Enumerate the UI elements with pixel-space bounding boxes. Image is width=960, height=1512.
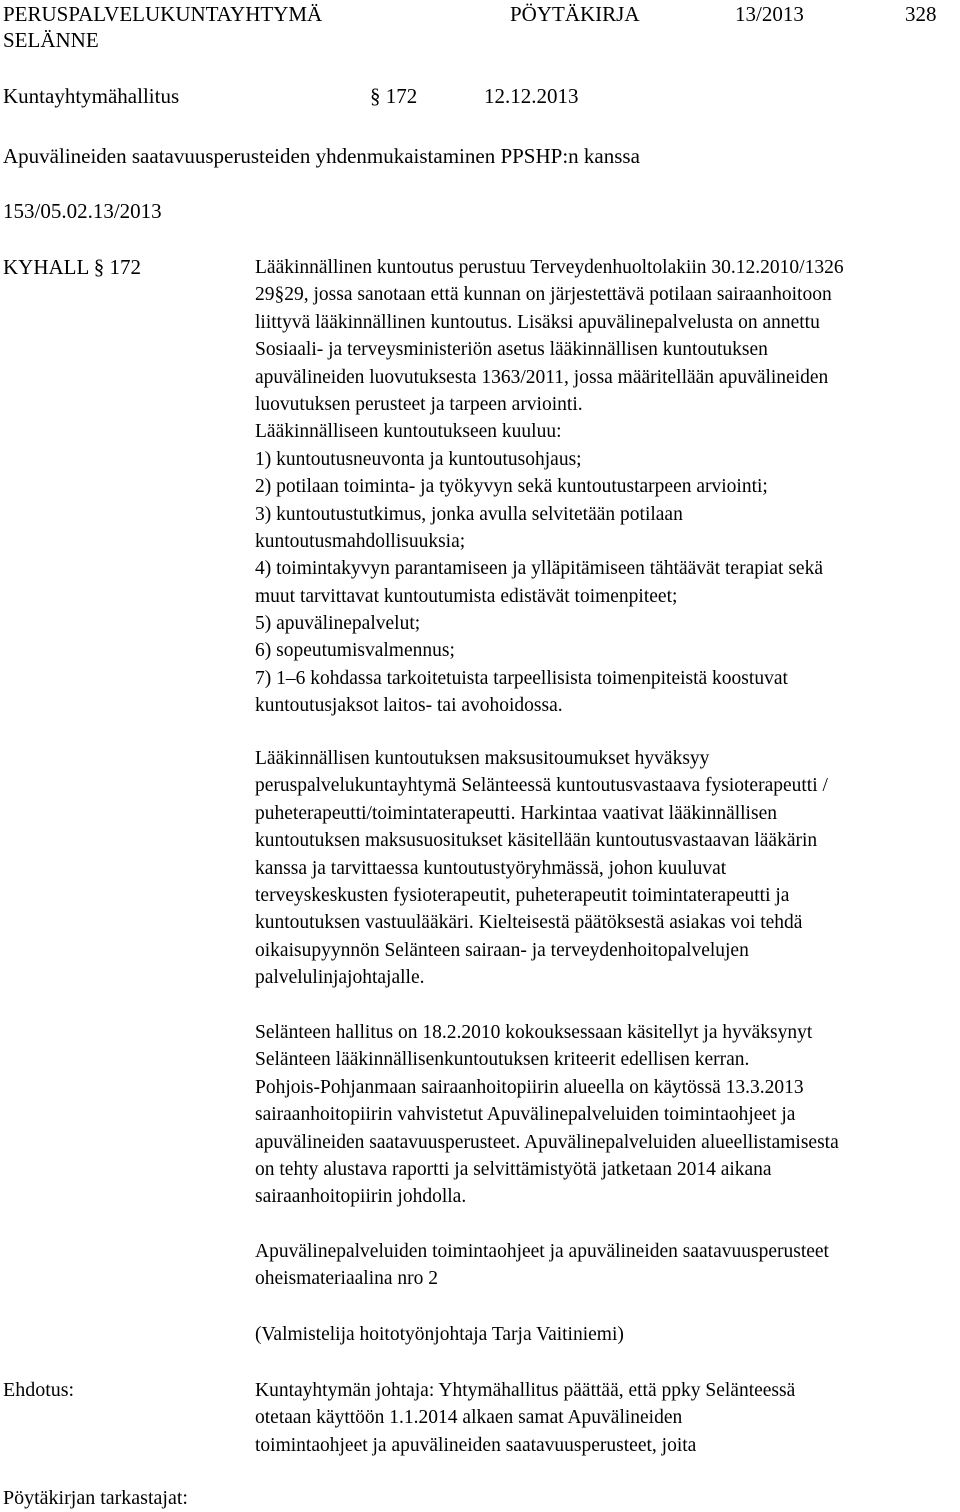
section-label: KYHALL § 172 (3, 255, 142, 279)
text-line: Lääkinnällinen kuntoutus perustuu Terveydenhuoltolakiin 30.12.2010/1326 (255, 257, 844, 278)
meeting-section-number: 172 (385, 84, 418, 108)
proposal-label: Ehdotus: (3, 1379, 75, 1401)
page-number: 328 (905, 2, 937, 26)
section-sign: § (93, 255, 105, 279)
text-line: toimintaohjeet ja apuvälineiden saatavuusperusteet, joita (255, 1434, 697, 1456)
text-line: terveyskeskusten fysioterapeutit, puheterapeutit toimintaterapeutti ja (255, 884, 790, 906)
organization-name-line1: PERUSPALVELUKUNTAYHTYMÄ (3, 2, 323, 26)
preparer-text: (Valmistelija hoitotyönjohtaja Tarja Vaitiniemi) (255, 1324, 624, 1345)
list-item: 3) kuntoutustutkimus, jonka avulla selvitetään potilaan (255, 503, 683, 525)
text-line: oheismateriaalina nro 2 (255, 1268, 439, 1290)
list-item: 2) potilaan toiminta- ja työkyvyn sekä kuntoutustarpeen arviointi; (255, 476, 768, 498)
text-line: Lääkinnällisen kuntoutuksen maksusitoumukset hyväksyy (255, 748, 710, 769)
text-line: Selänteen lääkinnällisenkuntoutuksen kriteerit edellisen kerran. (255, 1049, 750, 1071)
text-line: Sosiaali- ja terveysministeriön asetus lääkinnällisen kuntoutuksen (255, 339, 768, 361)
text-line: Lääkinnälliseen kuntoutukseen kuuluu: (255, 421, 562, 443)
list-item: 7) 1–6 kohdassa tarkoitetuista tarpeellisista toimenpiteistä koostuvat (255, 667, 788, 689)
inspectors-label: Pöytäkirjan tarkastajat: (3, 1487, 188, 1509)
document-type: PÖYTÄKIRJA (510, 2, 640, 26)
paragraph-attachment (255, 1238, 955, 1293)
organization-name-line2: SELÄNNE (3, 28, 99, 52)
text-line: Selänteen hallitus on 18.2.2010 kokouksessaan käsitellyt ja hyväksynyt (255, 1022, 813, 1043)
document-number: 13/2013 (735, 2, 804, 26)
paragraph-payment-commitments (255, 745, 955, 992)
text-line: Kuntayhtymän johtaja: Yhtymähallitus päättää, että ppky Selänteessä (255, 1380, 796, 1401)
text-line: peruspalvelukuntayhtymä Selänteessä kuntoutusvastaava fysioterapeutti / (255, 775, 828, 797)
text-line: kuntoutuksen maksusuositukset käsitellään kuntoutusvastaavan lääkärin (255, 830, 818, 852)
text-line: sairaanhoitopiirin vahvistetut Apuvälinepalveluiden toimintaohjeet ja (255, 1104, 796, 1126)
section-sign: § (370, 84, 386, 108)
text-line: otetaan käyttöön 1.1.2014 alkaen samat Apuvälineiden (255, 1407, 683, 1429)
text-line: kanssa ja tarvittaessa kuntoutustyöryhmässä, johon kuuluvat (255, 857, 727, 879)
text-line: sairaanhoitopiirin johdolla. (255, 1186, 467, 1208)
paragraph-board-decision (255, 1019, 955, 1211)
list-item: kuntoutusjaksot laitos- tai avohoidossa. (255, 695, 563, 717)
text-line: 29§29, jossa sanotaan että kunnan on järjestettävä potilaan sairaanhoitoon (255, 284, 832, 306)
text-line: oikaisupyynnön Selänteen sairaan- ja terveydenhoitopalvelujen (255, 939, 749, 961)
section-sign: § (274, 284, 285, 306)
page-title: Apuvälineiden saatavuusperusteiden yhdenmukaistaminen PPSHP:n kanssa (3, 144, 640, 168)
text-line: palvelulinjajohtajalle. (255, 967, 425, 989)
text-line: apuvälineiden luovutuksesta 1363/2011, jossa määritellään apuvälineiden (255, 366, 829, 388)
text-line: Apuvälinepalveluiden toimintaohjeet ja apuvälineiden saatavuusperusteet (255, 1241, 829, 1262)
proposal-text (255, 1377, 955, 1459)
list-item: muut tarvittavat kuntoutumista edistävät toimenpiteet; (255, 585, 678, 607)
list-item: 1) kuntoutusneuvonta ja kuntoutusohjaus; (255, 448, 582, 470)
meeting-section (370, 84, 417, 108)
meeting-body: Kuntayhtymähallitus (3, 84, 180, 108)
text-line: luovutuksen perusteet ja tarpeen arviointi. (255, 393, 583, 415)
list-item: kuntoutusmahdollisuuksia; (255, 530, 466, 552)
text-line: Pohjois-Pohjanmaan sairaanhoitopiirin alueella on käytössä 13.3.2013 (255, 1076, 804, 1098)
text-line: apuvälineiden saatavuusperusteet. Apuvälinepalveluiden alueellistamisesta (255, 1131, 839, 1153)
paragraph-legal-basis (255, 254, 955, 720)
list-item: 6) sopeutumisvalmennus; (255, 640, 455, 662)
text-line: kuntoutuksen vastuulääkäri. Kielteisestä päätöksestä asiakas voi tehdä (255, 912, 803, 934)
text-line: liittyvä lääkinnällinen kuntoutus. Lisäksi apuvälinepalvelusta on annettu (255, 311, 820, 333)
preparer-note (255, 1321, 955, 1348)
text-line: puheterapeutti/toimintaterapeutti. Harkintaa vaativat lääkinnällisen (255, 802, 777, 824)
list-item: 4) toimintakyvyn parantamiseen ja ylläpitämiseen tähtäävät terapiat sekä (255, 558, 823, 580)
meeting-date: 12.12.2013 (484, 84, 579, 108)
reference-number: 153/05.02.13/2013 (3, 199, 162, 223)
list-item: 5) apuvälinepalvelut; (255, 613, 421, 635)
text-line: on tehty alustava raportti ja selvittämistyötä jatketaan 2014 aikana (255, 1158, 772, 1180)
